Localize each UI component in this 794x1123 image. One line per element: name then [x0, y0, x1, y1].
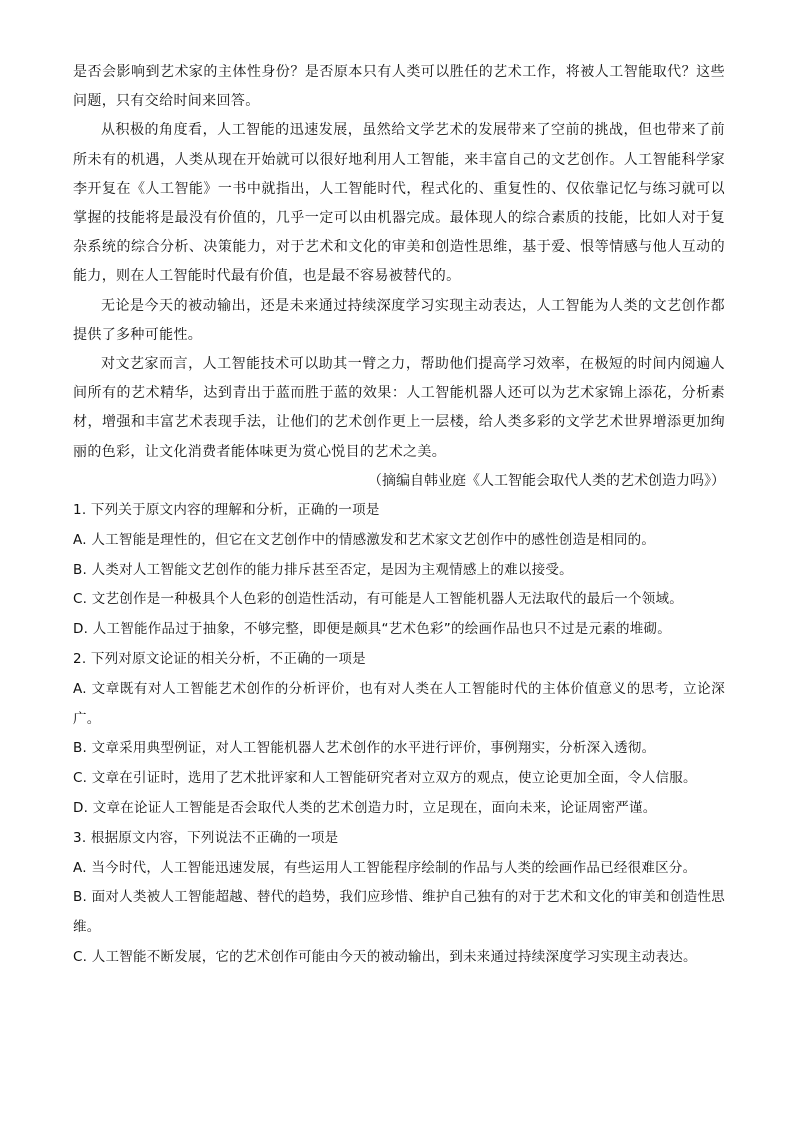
passage-paragraph: 对文艺家而言，人工智能技术可以助其一臂之力，帮助他们提高学习效率，在极短的时间内阅遍人间所有的艺术精华，达到青出于蓝而胜于蓝的效果：人工智能机器人还可以为艺术家锦上添花，分析素材，增强和丰富艺术表现手法，让他们的艺术创作更上一层楼，给人类多彩的文学艺术世界增添更加绚丽的色彩，让文化消费者能体味更为赏心悦目的艺术之美。 — [73, 356, 725, 460]
question-2-option-a: A. 文章既有对人工智能艺术创作的分析评价，也有对人类在人工智能时代的主体价值意义的思考，立论深广。 — [73, 680, 725, 727]
question-1-option-b: B. 人类对人工智能文艺创作的能力排斥甚至否定，是因为主观情感上的难以接受。 — [73, 561, 573, 578]
question-1-option-a: A. 人工智能是理性的，但它在文艺创作中的情感激发和艺术家文艺创作中的感性创造是相同的。 — [73, 531, 656, 548]
passage-paragraph: 是否会影响到艺术家的主体性身份？是否原本只有人类可以胜任的艺术工作，将被人工智能取代？这些问题，只有交给时间来回答。 — [73, 64, 725, 110]
passage-paragraph: 从积极的角度看，人工智能的迅速发展，虽然给文学艺术的发展带来了空前的挑战，但也带来了前所未有的机遇，人类从现在开始就可以很好地利用人工智能，来丰富自己的文艺创作。人工智能科学家李开复在《人工智能》一书中就指出，人工智能时代，程式化的、重复性的、仅依靠记忆与练习就可以掌握的技能将是最没有价值的，几乎一定可以由机器完成。最体现人的综合素质的技能，比如人对于复杂系统的综合分析、决策能力，对于艺术和文化的审美和创造性思维，基于爱、恨等情感与他人互动的能力，则在人工智能时代最有价值，也是最不容易被替代的。 — [73, 122, 725, 285]
question-3-option-a: A. 当今时代，人工智能迅速发展，有些运用人工智能程序绘制的作品与人类的绘画作品已经很难区分。 — [73, 859, 697, 876]
question-1-option-d: D. 人工智能作品过于抽象，不够完整，即便是颇具“艺术色彩”的绘画作品也只不过是元素的堆砌。 — [73, 621, 671, 638]
document-body — [73, 58, 725, 973]
question-2-option-c: C. 文章在引证时，选用了艺术批评家和人工智能研究者对立双方的观点，使立论更加全面，令人信服。 — [73, 770, 697, 787]
question-1-option-c: C. 文艺创作是一种极具个人色彩的创造性活动，有可能是人工智能机器人无法取代的最后一个领域。 — [73, 591, 684, 608]
passage-source: （摘编自韩业庭《人工智能会取代人类的艺术创造力吗》） — [368, 472, 725, 489]
passage-paragraph: 无论是今天的被动输出，还是未来通过持续深度学习实现主动表达，人工智能为人类的文艺创作都提供了多种可能性。 — [73, 297, 725, 343]
question-2-stem: 2. 下列对原文论证的相关分析，不正确的一项是 — [73, 651, 366, 668]
question-3-option-b: B. 面对人类被人工智能超越、替代的趋势，我们应珍惜、维护自己独有的对于艺术和文化的审美和创造性思维。 — [73, 889, 725, 936]
question-2-option-b: B. 文章采用典型例证，对人工智能机器人艺术创作的水平进行评价，事例翔实，分析深入透彻。 — [73, 740, 656, 757]
question-2-option-d: D. 文章在论证人工智能是否会取代人类的艺术创造力时，立足现在，面向未来，论证周密严谨。 — [73, 800, 657, 817]
question-3-option-c: C. 人工智能不断发展，它的艺术创作可能由今天的被动输出，到未来通过持续深度学习实现主动表达。 — [73, 949, 697, 965]
question-3-stem: 3. 根据原文内容，下列说法不正确的一项是 — [73, 829, 339, 846]
question-1-stem: 1. 下列关于原文内容的理解和分析，正确的一项是 — [73, 502, 380, 519]
